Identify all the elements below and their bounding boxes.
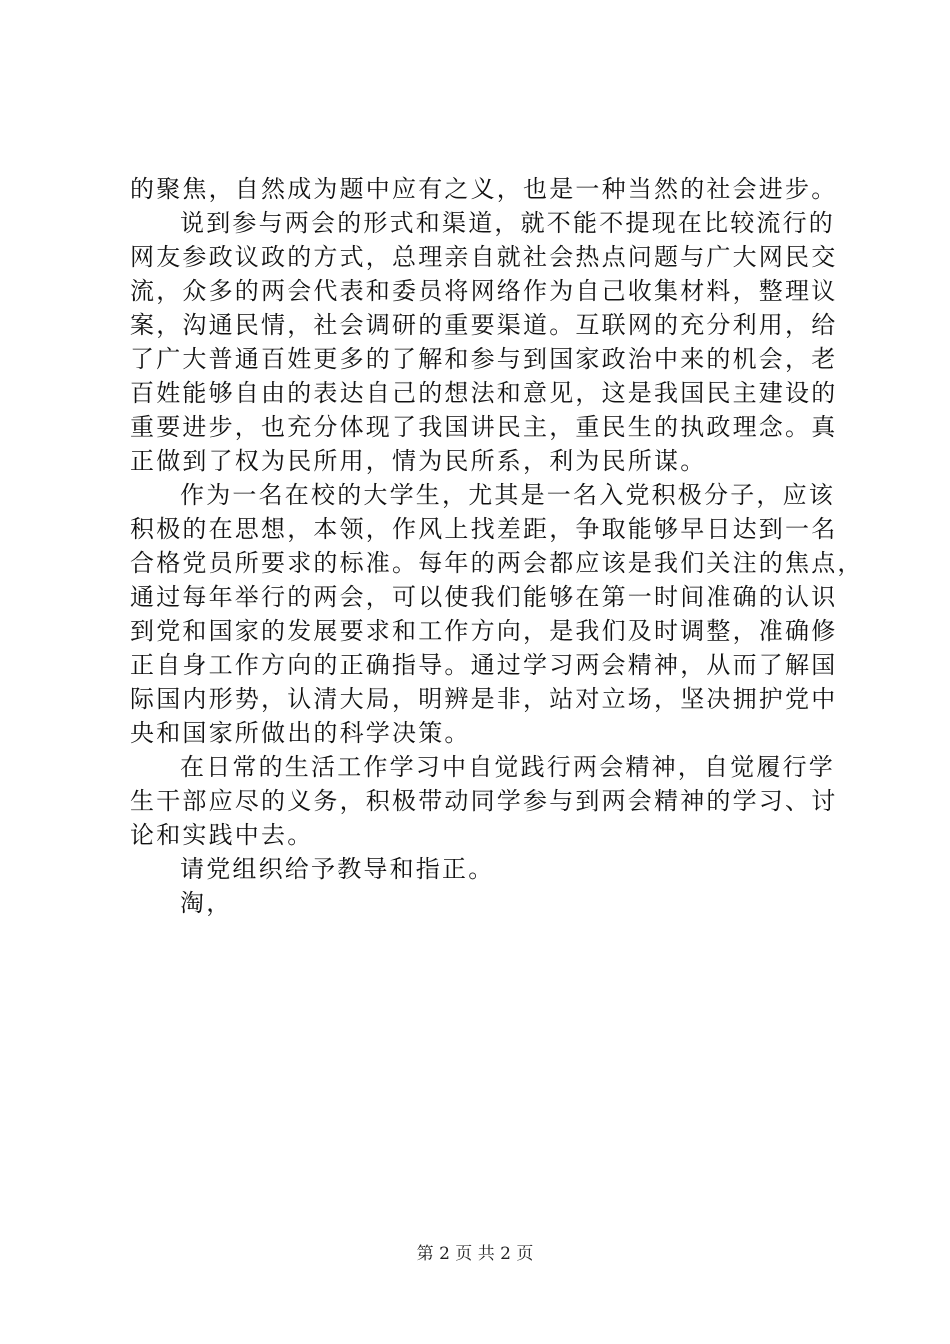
text-line: 在日常的生活工作学习中自觉践行两会精神，自觉履行学 (180, 753, 835, 781)
text-line: 流，众多的两会代表和委员将网络作为自己收集材料，整理议 (130, 277, 838, 305)
text-line: 了广大普通百姓更多的了解和参与到国家政治中来的机会，老 (130, 345, 838, 373)
text-line: 重要进步，也充分体现了我国讲民主，重民生的执政理念。真 (130, 413, 838, 441)
text-line: 际国内形势，认清大局，明辨是非，站对立场，坚决拥护党中 (130, 685, 838, 713)
text-line: 正自身工作方向的正确指导。通过学习两会精神，从而了解国 (130, 651, 838, 679)
text-line: 案，沟通民情，社会调研的重要渠道。互联网的充分利用，给 (130, 311, 838, 339)
text-line: 的聚焦，自然成为题中应有之义，也是一种当然的社会进步。 (130, 175, 838, 203)
text-line: 淘， (180, 889, 233, 917)
page-number-label: 第 2 页 共 2 页 (416, 1244, 534, 1264)
text-line: 到党和国家的发展要求和工作方向，是我们及时调整，准确修 (130, 617, 838, 645)
page-footer (0, 1243, 950, 1265)
text-line: 正做到了权为民所用，情为民所系，利为民所谋。 (130, 447, 707, 475)
text-line: 生干部应尽的义务，积极带动同学参与到两会精神的学习、讨 (130, 787, 838, 815)
text-line: 说到参与两会的形式和渠道，就不能不提现在比较流行的 (180, 209, 835, 237)
text-line: 作为一名在校的大学生，尤其是一名入党积极分子，应该 (180, 481, 835, 509)
text-line: 合格党员所要求的标准。每年的两会都应该是我们关注的焦点， (130, 549, 864, 577)
text-line: 通过每年举行的两会，可以使我们能够在第一时间准确的认识 (130, 583, 838, 611)
text-line: 百姓能够自由的表达自己的想法和意见，这是我国民主建设的 (130, 379, 838, 407)
text-line: 央和国家所做出的科学决策。 (130, 719, 471, 747)
text-line: 请党组织给予教导和指正。 (180, 855, 495, 883)
document-body (130, 172, 864, 920)
text-line: 积极的在思想，本领，作风上找差距，争取能够早日达到一名 (130, 515, 838, 543)
text-line: 论和实践中去。 (130, 821, 314, 849)
text-line: 网友参政议政的方式，总理亲自就社会热点问题与广大网民交 (130, 243, 838, 271)
